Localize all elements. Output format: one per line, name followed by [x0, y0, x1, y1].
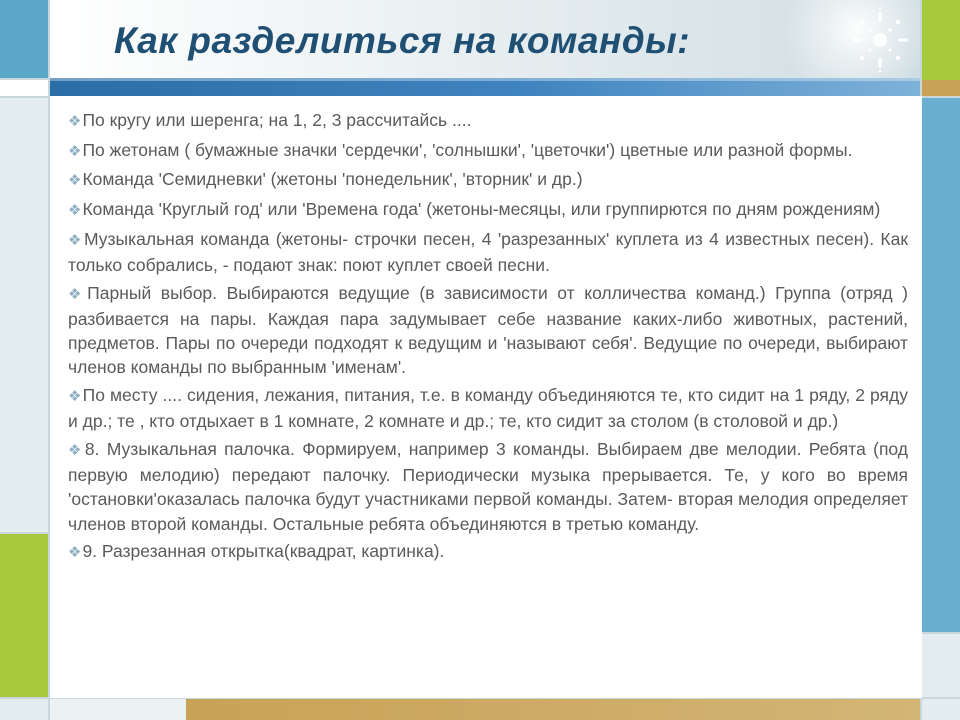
bullet-list: [68, 108, 908, 569]
list-item-text: Музыкальная команда (жетоны- строчки песен, 4 'разрезанных' куплета из 4 известных песен). Как только собрались, - подают знак: поют куплет своей песни.: [68, 228, 908, 276]
list-item: [68, 167, 908, 193]
list-item: [68, 281, 908, 380]
list-item: [68, 108, 908, 134]
diamond-bullet-icon: ❖: [68, 285, 87, 303]
list-item: [68, 138, 908, 164]
left-bottom-block: [0, 698, 48, 720]
list-item: [68, 383, 908, 433]
content-area: [50, 96, 922, 698]
right-green-block: [922, 0, 960, 80]
diamond-bullet-icon: ❖: [68, 544, 82, 562]
diamond-bullet-icon: ❖: [68, 172, 82, 190]
right-blue-block: [922, 96, 960, 632]
sparkle-icon: [848, 8, 912, 72]
list-item-text: Команда 'Семидневки' (жетоны 'понедельник', 'вторник' и др.): [82, 169, 583, 190]
diamond-bullet-icon: ❖: [68, 202, 82, 220]
grid-line-mid-left: [0, 532, 48, 534]
list-item: [68, 227, 908, 277]
left-green-block: [0, 534, 48, 698]
bottom-gold-bar: [186, 698, 922, 720]
diamond-bullet-icon: ❖: [68, 142, 82, 160]
diamond-bullet-icon: ❖: [68, 113, 82, 130]
diamond-bullet-icon: ❖: [68, 441, 84, 459]
left-top-block: [0, 0, 48, 78]
right-bottom-block: [922, 632, 960, 720]
left-middle-block: [0, 96, 48, 534]
list-item-text: По жетонам ( бумажные значки 'сердечки', 'солнышки', 'цветочки') цветные или разной формы.: [82, 139, 853, 160]
list-item-text: Команда 'Круглый год' или 'Времена года' (жетоны-месяцы, или группирются по дням рождениям): [82, 199, 881, 220]
bottom-strip: [48, 698, 922, 720]
grid-line-top-left: [0, 78, 48, 80]
diamond-bullet-icon: ❖: [68, 388, 82, 406]
page-title: Как разделиться на команды:: [114, 20, 691, 61]
grid-line-right-lower: [920, 632, 960, 634]
list-item-text: 8. Музыкальная палочка. Формируем, например 3 команды. Выбираем две мелодии. Ребята (под первую мелодию) передают палочку. Периодически музыка прерывается. Те, у кого во время 'остановки'оказалась палочка будут участниками первой команды. Затем- вторая мелодия определяет членов второй команды. Остальные ребята объединяются в третью команду.: [68, 438, 908, 534]
diamond-bullet-icon: ❖: [68, 231, 83, 249]
list-item: [68, 539, 908, 565]
list-item-text: По кругу или шеренга; на 1, 2, 3 рассчитайсь ....: [82, 110, 472, 130]
list-item-text: 9. Разрезанная открытка(квадрат, картинка).: [82, 541, 445, 562]
title-divider: [48, 78, 922, 96]
right-gold-band: [922, 80, 960, 96]
list-item: [68, 197, 908, 223]
list-item: [68, 437, 908, 536]
list-item-text: По месту .... сидения, лежания, питания, т.е. в команду объединяются те, кто сидит на 1 ряду, 2 ряду и др.; те , кто отдыхает в 1 комнате, 2 комнате и др.; те, кто сидит за столом (в столовой и др.): [68, 385, 908, 432]
list-item-text: Парный выбор. Выбираются ведущие (в зависимости от колличества команд.) Группа (отряд ) разбивается на пары. Каждая пара задумывает себе название каких-либо животных, растений, предметов. Пары по очереди подходят к ведущим и 'называют себя'. Ведущие по очереди, выбирают членов команды по выбранным 'именам'.: [68, 282, 908, 378]
